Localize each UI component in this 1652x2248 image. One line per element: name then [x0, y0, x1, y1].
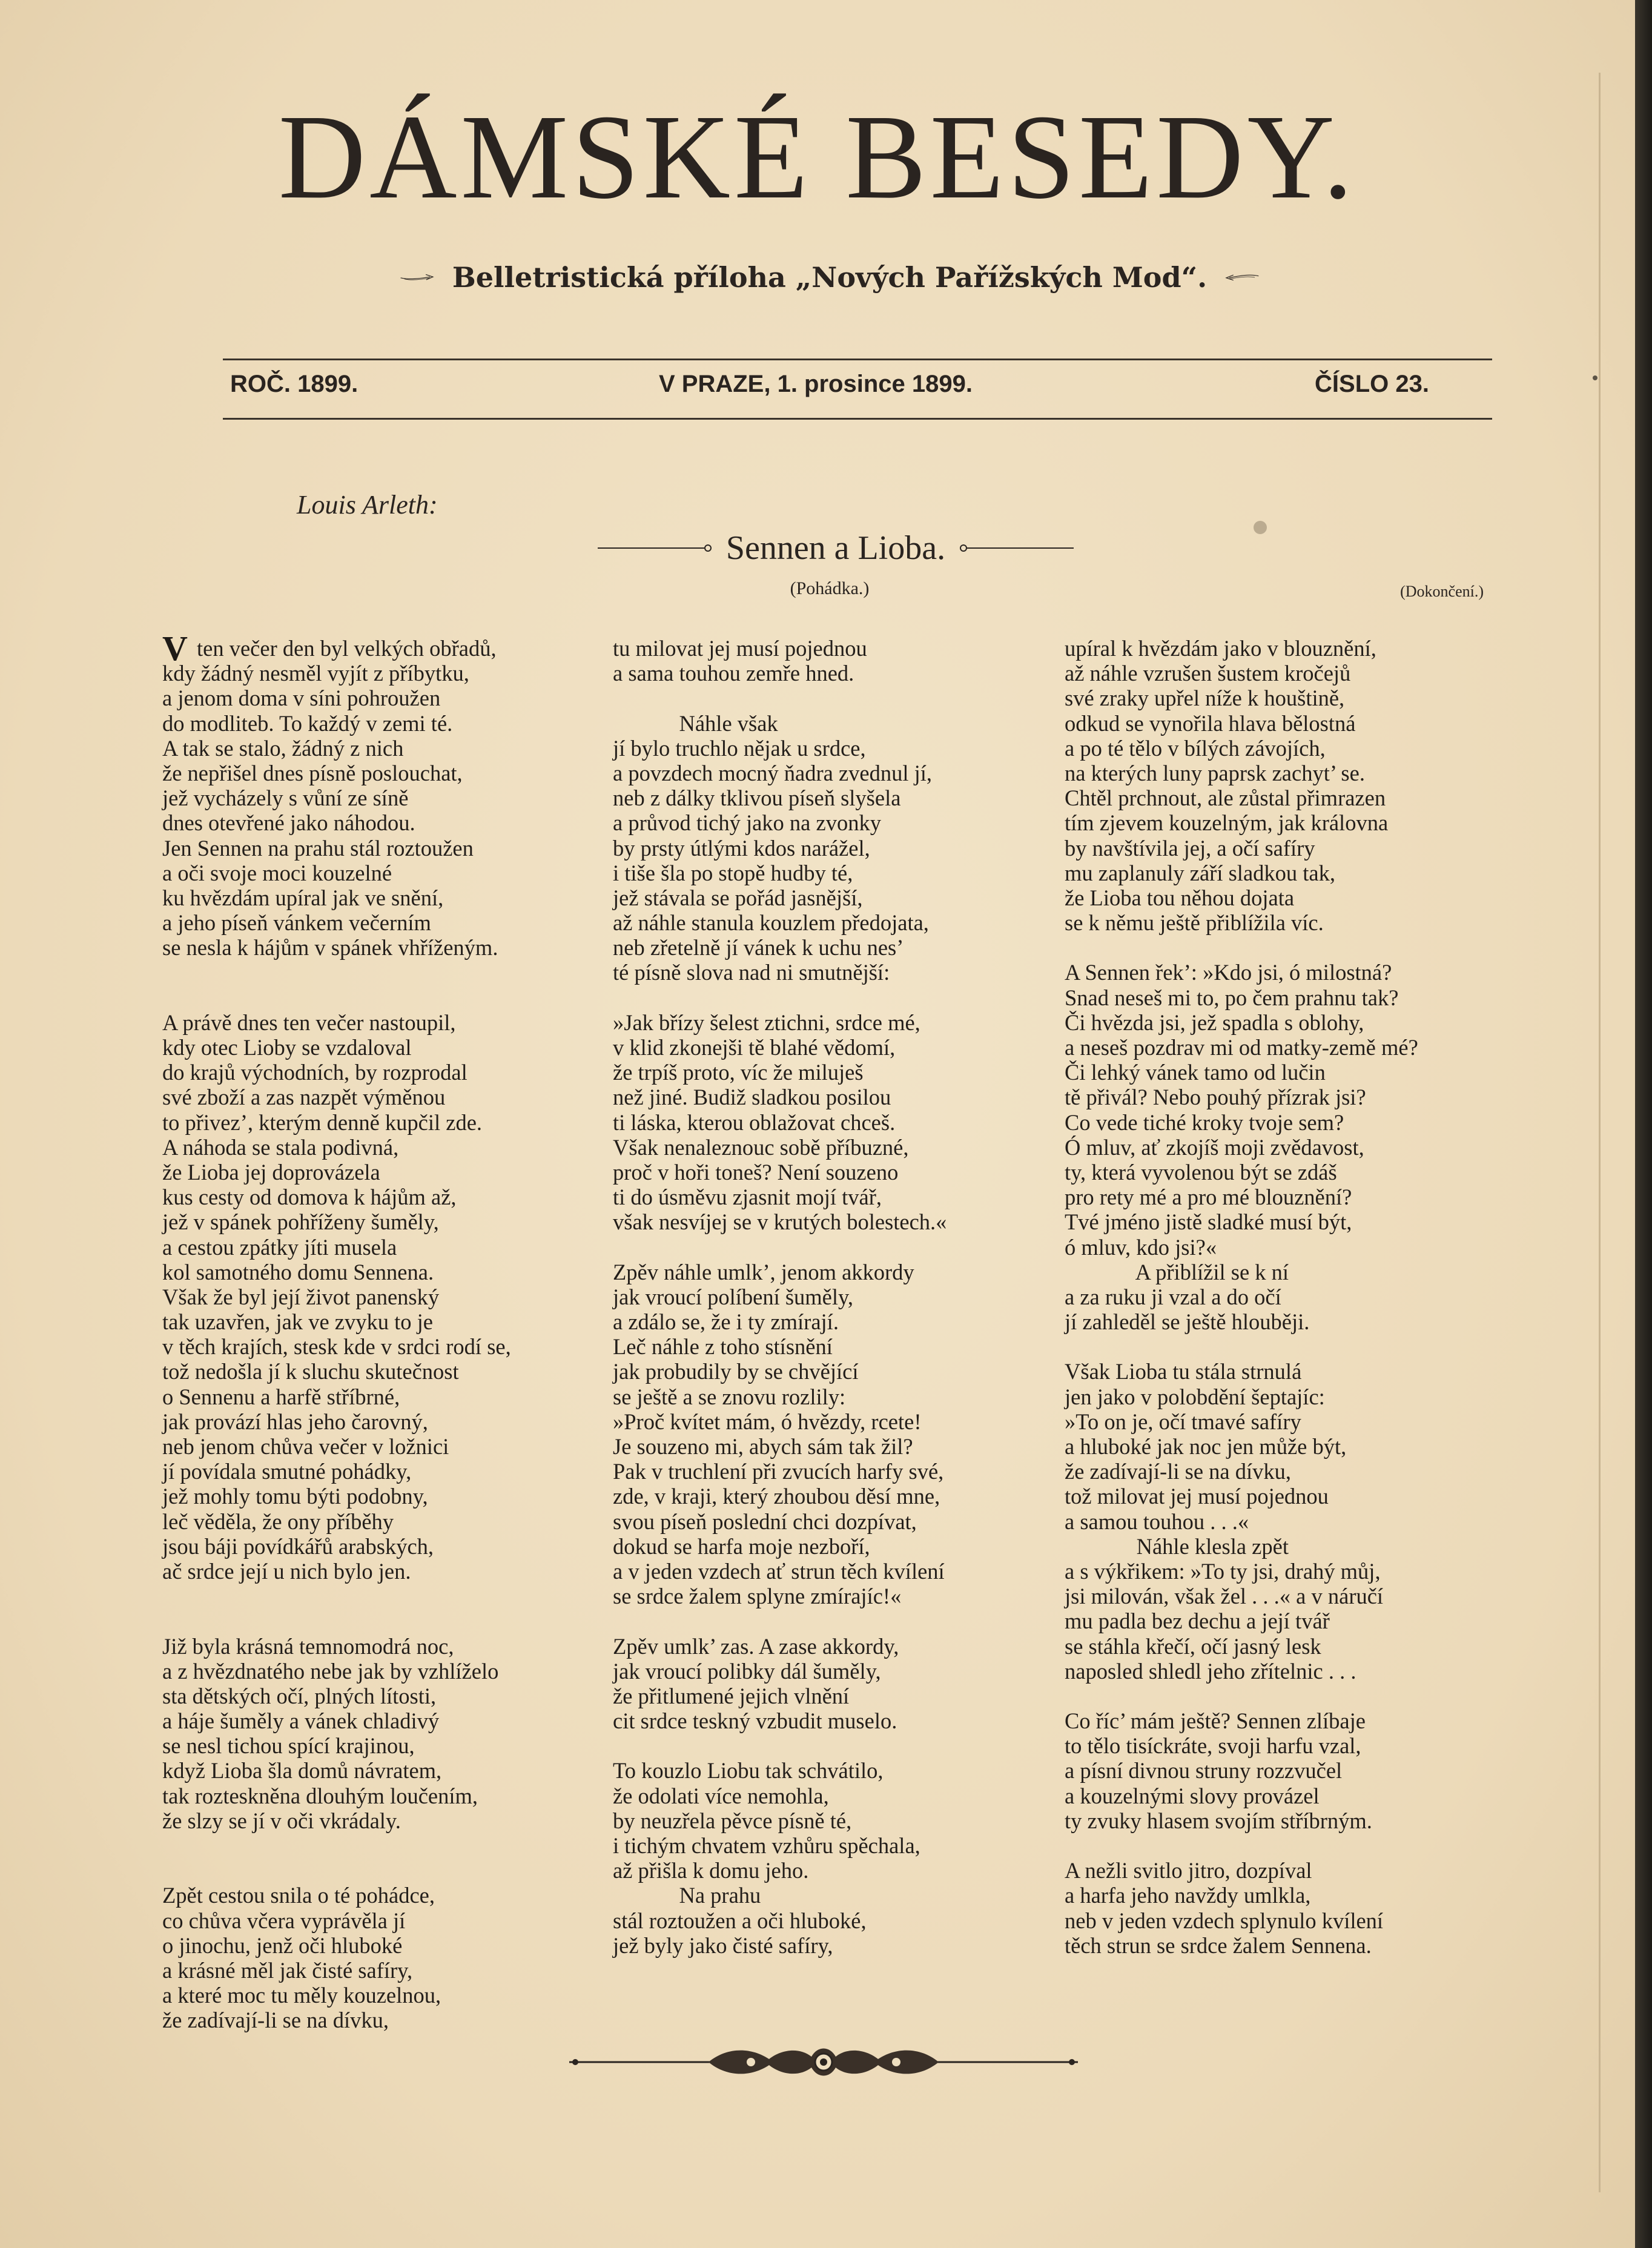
poem-line: se nesla k hájům v spánek vhříženým.: [162, 935, 498, 960]
poem-line: se nesl tichou spící krajinou,: [162, 1733, 415, 1759]
poem-line: že odolati více nemohla,: [613, 1783, 829, 1808]
poem-line: tož nedošla jí k sluchu skutečnost: [162, 1359, 459, 1384]
poem-line: ty, která vyvolenou být se zdáš: [1065, 1159, 1337, 1185]
stanza-gap: [613, 1235, 1049, 1260]
poem-line: dnes otevřené jako náhodou.: [162, 810, 415, 836]
poem-line: a háje šuměly a vánek chladivý: [162, 1708, 440, 1734]
poem-line: co chůva včera vyprávěla jí: [162, 1908, 406, 1933]
poem-line: »To on je, očí tmavé safíry: [1065, 1409, 1301, 1434]
poem-line: se srdce žalem splyne zmírajíc!«: [613, 1584, 902, 1609]
ornamental-divider-icon: [569, 2041, 1078, 2083]
poem-line: a jenom doma v síni pohroužen: [162, 686, 441, 711]
poem-line: Co říc’ mám ještě? Sennen zlíbaje: [1065, 1708, 1366, 1734]
poem-line: že přitlumené jejich vlnění: [613, 1683, 850, 1708]
text-column-3: [1065, 636, 1501, 1958]
stanza-gap: [613, 985, 1049, 1010]
poem-line: se k němu ještě přiblížila víc.: [1065, 910, 1324, 936]
stanza-gap: [162, 1833, 610, 1858]
poem-line: Zpět cestou snila o té pohádce,: [162, 1883, 435, 1908]
poem-line: a harfa jeho navždy umlkla,: [1065, 1883, 1311, 1908]
poem-line: Snad neseš mi to, po čem prahnu tak?: [1065, 985, 1399, 1010]
poem-line: v klid zkonejši tě blahé vědomí,: [613, 1035, 896, 1060]
stanza-gap: [1065, 1833, 1501, 1858]
article-title-row: [545, 527, 1126, 569]
poem-line: a povzdech mocný ňadra zvednul jí,: [613, 760, 933, 785]
issue-info-bar: [230, 371, 1429, 407]
poem-line: »Proč kvítet mám, ó hvězdy, rcete!: [613, 1409, 922, 1434]
issue-year: ROČ. 1899.: [230, 371, 358, 397]
poem-line: Na prahu: [613, 1883, 761, 1908]
poem-line: své zboží a zas nazpět výměnou: [162, 1085, 446, 1110]
poem-line: a zdálo se, že i ty zmírají.: [613, 1309, 839, 1335]
poem-line: své zraky upřel níže k houštině,: [1065, 686, 1345, 711]
poem-line: proč v hoři toneš? Není souzeno: [613, 1159, 899, 1185]
paper-speck: [1254, 521, 1267, 534]
poem-line: a písní divnou struny rozzvučel: [1065, 1758, 1343, 1784]
poem-line: a za ruku ji vzal a do očí: [1065, 1284, 1281, 1309]
poem-line: A přiblížil se k ní: [1065, 1259, 1289, 1284]
poem-line: »Jak břízy šelest ztichni, srdce mé,: [613, 1010, 920, 1035]
poem-line: V ten večer den byl velkých obřadů,: [162, 629, 497, 668]
poem-line: až náhle stanula kouzlem předojata,: [613, 910, 929, 936]
poem-line: až přišla k domu jeho.: [613, 1858, 809, 1883]
poem-line: Jen Sennen na prahu stál roztoužen: [162, 835, 474, 861]
poem-line: zde, v kraji, který zhoubou děsí mne,: [613, 1484, 940, 1509]
poem-line: jež mohly tomu býti podobny,: [162, 1484, 428, 1509]
poem-line: že trpíš proto, víc že miluješ: [613, 1060, 864, 1085]
poem-line: Či hvězda jsi, jež spadla s oblohy,: [1065, 1010, 1364, 1035]
header-rule-bottom: [223, 418, 1492, 420]
poem-line: tě přivál? Nebo pouhý přízrak jsi?: [1065, 1085, 1366, 1110]
poem-line: Leč náhle z toho stísnění: [613, 1334, 833, 1360]
poem-line: jak probudily by se chvějící: [613, 1359, 859, 1384]
poem-line: že zadívají-li se na dívku,: [1065, 1459, 1291, 1484]
poem-line: To kouzlo Liobu tak schvátilo,: [613, 1758, 884, 1784]
poem-line: Však nenaleznouc sobě příbuzné,: [613, 1134, 909, 1160]
poem-line: jsi milován, však žel . . .« a v náručí: [1065, 1584, 1384, 1609]
poem-line: kol samotného domu Sennena.: [162, 1259, 434, 1284]
poem-line: ač srdce její u nich bylo jen.: [162, 1558, 411, 1584]
poem-line: a cestou zpátky jíti musela: [162, 1234, 397, 1260]
poem-line: Co vede tiché kroky tvoje sem?: [1065, 1109, 1344, 1135]
poem-line: než jiné. Budiž sladkou posilou: [613, 1085, 891, 1110]
poem-line: kus cesty od domova k hájům až,: [162, 1185, 457, 1210]
masthead-subtitle: Belletristická příloha „Nových Pařížských Mod“.: [452, 261, 1208, 294]
poem-line: jež stávala se pořád jasnější,: [613, 885, 863, 910]
poem-line: na kterých luny paprsk zachyt’ se.: [1065, 760, 1365, 785]
poem-line: jak provází hlas jeho čarovný,: [162, 1409, 428, 1434]
poem-line: a krásné měl jak čisté safíry,: [162, 1957, 413, 1983]
poem-line: Náhle však: [613, 710, 778, 736]
issue-place-date: V PRAZE, 1. prosince 1899.: [659, 371, 973, 397]
poem-line: naposled shledl jeho zřítelnic . . .: [1065, 1658, 1356, 1684]
poem-line: a hluboké jak noc jen může být,: [1065, 1434, 1347, 1459]
poem-line: neb z dálky tklivou píseň slyšela: [613, 785, 901, 811]
article-title: Sennen a Lioba.: [725, 529, 946, 567]
right-arrow-flourish-icon: [400, 265, 435, 289]
poem-line: pro rety mé a pro mé blouznění?: [1065, 1185, 1352, 1210]
poem-line: a neseš pozdrav mi od matky-země mé?: [1065, 1035, 1418, 1060]
poem-line: o jinochu, jenž oči hluboké: [162, 1932, 403, 1958]
poem-line: tož milovat jej musí pojednou: [1065, 1484, 1329, 1509]
poem-line: Je souzeno mi, abych sám tak žil?: [613, 1434, 913, 1459]
poem-line: jí zahleděl se ještě hlouběji.: [1065, 1309, 1310, 1335]
poem-line: A Sennen řek’: »Kdo jsi, ó milostná?: [1065, 960, 1392, 985]
stanza-gap: [613, 686, 1049, 710]
poem-line: Chtěl prchnout, ale zůstal přimrazen: [1065, 785, 1386, 811]
poem-line: ty zvuky hlasem svojím stříbrným.: [1065, 1808, 1372, 1833]
poem-line: Tvé jméno jistě sladké musí být,: [1065, 1209, 1352, 1235]
poem-line: by prsty útlými kdos narážel,: [613, 835, 870, 861]
stanza-gap: [613, 1733, 1049, 1758]
poem-line: o Sennenu a harfě stříbrné,: [162, 1384, 400, 1409]
poem-line: by neuzřela pěvce písně té,: [613, 1808, 852, 1833]
poem-line: až náhle vzrušen šustem kročejů: [1065, 661, 1351, 686]
stanza-gap: [162, 985, 610, 1010]
poem-line: do modliteb. To každý v zemi té.: [162, 710, 453, 736]
poem-line: mu zaplanuly září sladkou tak,: [1065, 860, 1335, 885]
poem-line: a s výkřikem: »To ty jsi, drahý můj,: [1065, 1558, 1381, 1584]
binding-edge: [1635, 0, 1652, 2248]
poem-line: a v jeden vzdech ať strun těch kvílení: [613, 1558, 945, 1584]
poem-line: jež v spánek pohříženy šuměly,: [162, 1209, 439, 1235]
poem-line: dokud se harfa moje nezboří,: [613, 1533, 870, 1559]
poem-line: se ještě a se znovu rozlily:: [613, 1384, 846, 1409]
poem-line: odkud se vynořila hlava bělostná: [1065, 710, 1356, 736]
stanza-gap: [1065, 1334, 1501, 1359]
drop-cap: V: [162, 629, 188, 668]
poem-line: Ó mluv, ať zkojíš moji zvědavost,: [1065, 1134, 1364, 1160]
poem-line: a z hvězdnatého nebe jak by vzhlíželo: [162, 1658, 499, 1684]
poem-line: že zadívají-li se na dívku,: [162, 2008, 389, 2033]
poem-line: ti do úsměvu zjasnit mojí tvář,: [613, 1185, 882, 1210]
poem-line: a oči svoje moci kouzelné: [162, 860, 392, 885]
stanza-gap: [162, 960, 610, 985]
poem-line: leč věděla, že ony příběhy: [162, 1509, 394, 1534]
poem-line: jež byly jako čisté safíry,: [613, 1932, 833, 1958]
poem-line: že Lioba tou něhou dojata: [1065, 885, 1295, 910]
poem-line: Náhle klesla zpět: [1065, 1533, 1289, 1559]
poem-line: Zpěv náhle umlk’, jenom akkordy: [613, 1259, 914, 1284]
article-author: Louis Arleth:: [297, 490, 438, 520]
poem-line: tak rozteskněna dlouhým loučením,: [162, 1783, 478, 1808]
poem-line: cit srdce teskný vzbudit muselo.: [613, 1708, 897, 1734]
poem-line: i tiše šla po stopě hudby té,: [613, 860, 853, 885]
poem-line: a které moc tu měly kouzelnou,: [162, 1983, 441, 2008]
poem-line: mu padla bez dechu a její tvář: [1065, 1608, 1330, 1634]
poem-line: tu milovat jej musí pojednou: [613, 636, 867, 661]
poem-line: stál roztoužen a oči hluboké,: [613, 1908, 867, 1933]
text-column-1: [162, 629, 610, 2033]
page-edge-line: [1599, 73, 1601, 2192]
poem-line: neb zřetelně jí vánek k uchu nes’: [613, 935, 904, 960]
poem-line: jí bylo truchlo nějak u srdce,: [613, 735, 866, 761]
poem-line: Či lehký vánek tamo od lučin: [1065, 1060, 1326, 1085]
issue-number: ČÍSLO 23.: [1315, 371, 1429, 397]
poem-line: Pak v truchlení při zvucích harfy své,: [613, 1459, 944, 1484]
paper-speck: [1593, 375, 1597, 380]
poem-line: upíral k hvězdám jako v blouznění,: [1065, 636, 1376, 661]
poem-line: v těch krajích, stesk kde v srdci rodí se,: [162, 1334, 511, 1360]
poem-line: A náhoda se stala podivná,: [162, 1134, 399, 1160]
poem-line: to tělo tisíckráte, svoji harfu vzal,: [1065, 1733, 1361, 1759]
text-column-2: [613, 636, 1049, 1958]
stanza-gap: [162, 1584, 610, 1608]
poem-line: a jeho píseň vánkem večerním: [162, 910, 431, 936]
left-title-rule-icon: [598, 539, 713, 557]
poem-line: to přivez’, kterým denně kupčil zde.: [162, 1109, 483, 1135]
poem-line: tím zjevem kouzelným, jak královna: [1065, 810, 1389, 836]
poem-line: neb v jeden vzdech splynulo kvílení: [1065, 1908, 1384, 1933]
poem-line: Zpěv umlk’ zas. A zase akkordy,: [613, 1633, 899, 1659]
poem-line: A nežli svitlo jitro, dozpíval: [1065, 1858, 1312, 1883]
poem-line: neb jenom chůva večer v ložnici: [162, 1434, 449, 1459]
poem-line: a sama touhou zemře hned.: [613, 661, 854, 686]
article-genre: (Pohádka.): [790, 578, 870, 598]
poem-line: a po té tělo v bílých závojích,: [1065, 735, 1326, 761]
poem-line: ti láska, kterou oblažovat chceš.: [613, 1109, 896, 1135]
poem-line: i tichým chvatem vzhůru spěchala,: [613, 1833, 920, 1858]
poem-line: A právě dnes ten večer nastoupil,: [162, 1010, 456, 1035]
poem-line: těch strun se srdce žalem Sennena.: [1065, 1932, 1372, 1958]
left-arrow-flourish-icon: [1224, 265, 1260, 289]
stanza-gap: [613, 1608, 1049, 1633]
poem-line: A tak se stalo, žádný z nich: [162, 735, 404, 761]
poem-line: se stáhla křečí, očí jasný lesk: [1065, 1633, 1321, 1659]
right-title-rule-icon: [959, 539, 1074, 557]
poem-line: Však že byl její život panenský: [162, 1284, 440, 1309]
poem-line: ku hvězdám upíral jak ve snění,: [162, 885, 444, 910]
poem-line: kdy žádný nesměl vyjít z příbytku,: [162, 661, 469, 686]
poem-line: že slzy se jí v oči vkrádaly.: [162, 1808, 401, 1833]
poem-line: když Lioba šla domů návratem,: [162, 1758, 442, 1784]
poem-line: jen jako v polobdění šeptajíc:: [1065, 1384, 1325, 1409]
poem-line: tak uzavřen, jak ve zvyku to je: [162, 1309, 433, 1335]
stanza-gap: [1065, 1684, 1501, 1708]
poem-line: jsou báji povídkářů arabských,: [162, 1533, 434, 1559]
masthead-title: DÁMSKÉ BESEDY.: [278, 90, 1357, 224]
header-rule-top: [223, 359, 1492, 360]
poem-line: té písně slova nad ni smutnější:: [613, 960, 890, 985]
poem-line: a průvod tichý jako na zvonky: [613, 810, 881, 836]
masthead-subtitle-row: [400, 259, 1260, 296]
poem-line: Však Lioba tu stála strnulá: [1065, 1359, 1302, 1384]
stanza-gap: [1065, 935, 1501, 960]
continued-note: (Dokončení.): [1400, 583, 1484, 600]
poem-line: jí povídala smutné pohádky,: [162, 1459, 412, 1484]
poem-line: by navštívila jej, a očí safíry: [1065, 835, 1315, 861]
poem-line: že nepřišel dnes písně poslouchat,: [162, 760, 463, 785]
poem-line: sta dětských očí, plných lítosti,: [162, 1683, 437, 1708]
poem-line: svou píseň poslední chci dozpívat,: [613, 1509, 917, 1534]
stanza-gap: [162, 1858, 610, 1883]
poem-line: kdy otec Lioby se vzdaloval: [162, 1035, 412, 1060]
poem-line: a samou touhou . . .«: [1065, 1509, 1249, 1534]
poem-line: že Lioba jej doprovázela: [162, 1159, 380, 1185]
stanza-gap: [162, 1608, 610, 1633]
poem-line: a kouzelnými slovy provázel: [1065, 1783, 1320, 1808]
poem-line: jak vroucí políbení šuměly,: [613, 1284, 854, 1309]
poem-line: jak vroucí polibky dál šuměly,: [613, 1658, 881, 1684]
poem-line: do krajů východních, by rozprodal: [162, 1060, 468, 1085]
poem-line: Již byla krásná temnomodrá noc,: [162, 1633, 454, 1659]
poem-line: ó mluv, kdo jsi?«: [1065, 1234, 1217, 1260]
poem-line: však nesvíjej se v krutých bolestech.«: [613, 1209, 947, 1235]
poem-line: jež vycházely s vůní ze síně: [162, 785, 409, 811]
